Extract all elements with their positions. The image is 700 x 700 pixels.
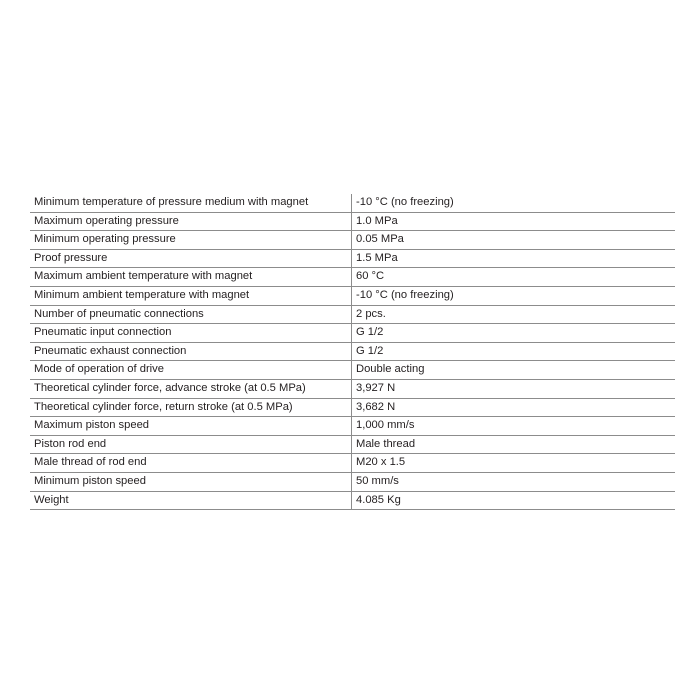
parameter-cell: Piston rod end bbox=[30, 435, 352, 454]
parameter-cell: Minimum piston speed bbox=[30, 472, 352, 491]
specification-table bbox=[30, 194, 675, 510]
table-row bbox=[30, 398, 675, 417]
value-cell: 1,000 mm/s bbox=[352, 417, 676, 436]
parameter-cell: Maximum piston speed bbox=[30, 417, 352, 436]
parameter-cell: Maximum ambient temperature with magnet bbox=[30, 268, 352, 287]
value-cell: 0.05 MPa bbox=[352, 231, 676, 250]
value-cell: M20 x 1.5 bbox=[352, 454, 676, 473]
table-row bbox=[30, 435, 675, 454]
parameter-cell: Maximum operating pressure bbox=[30, 212, 352, 231]
value-cell: 50 mm/s bbox=[352, 472, 676, 491]
parameter-cell: Minimum ambient temperature with magnet bbox=[30, 286, 352, 305]
parameter-cell: Theoretical cylinder force, advance stroke (at 0.5 MPa) bbox=[30, 379, 352, 398]
value-cell: 1.5 MPa bbox=[352, 249, 676, 268]
value-cell: 3,927 N bbox=[352, 379, 676, 398]
table-row bbox=[30, 491, 675, 510]
table-row bbox=[30, 342, 675, 361]
table-row bbox=[30, 194, 675, 212]
value-cell: 3,682 N bbox=[352, 398, 676, 417]
table-row bbox=[30, 286, 675, 305]
value-cell: Male thread bbox=[352, 435, 676, 454]
parameter-cell: Weight bbox=[30, 491, 352, 510]
table-row bbox=[30, 379, 675, 398]
parameter-cell: Pneumatic exhaust connection bbox=[30, 342, 352, 361]
parameter-cell: Proof pressure bbox=[30, 249, 352, 268]
table-row bbox=[30, 212, 675, 231]
value-cell: G 1/2 bbox=[352, 324, 676, 343]
specification-sheet bbox=[30, 194, 667, 510]
table-row bbox=[30, 324, 675, 343]
table-row bbox=[30, 417, 675, 436]
value-cell: 60 °C bbox=[352, 268, 676, 287]
value-cell: -10 °C (no freezing) bbox=[352, 286, 676, 305]
parameter-cell: Male thread of rod end bbox=[30, 454, 352, 473]
value-cell: 4.085 Kg bbox=[352, 491, 676, 510]
value-cell: -10 °C (no freezing) bbox=[352, 194, 676, 212]
specification-table-body bbox=[30, 194, 675, 510]
value-cell: Double acting bbox=[352, 361, 676, 380]
table-row bbox=[30, 454, 675, 473]
parameter-cell: Number of pneumatic connections bbox=[30, 305, 352, 324]
value-cell: 1.0 MPa bbox=[352, 212, 676, 231]
parameter-cell: Minimum operating pressure bbox=[30, 231, 352, 250]
table-row bbox=[30, 249, 675, 268]
table-row bbox=[30, 305, 675, 324]
parameter-cell: Pneumatic input connection bbox=[30, 324, 352, 343]
parameter-cell: Theoretical cylinder force, return stroke (at 0.5 MPa) bbox=[30, 398, 352, 417]
value-cell: 2 pcs. bbox=[352, 305, 676, 324]
table-row bbox=[30, 231, 675, 250]
parameter-cell: Mode of operation of drive bbox=[30, 361, 352, 380]
value-cell: G 1/2 bbox=[352, 342, 676, 361]
table-row bbox=[30, 268, 675, 287]
parameter-cell: Minimum temperature of pressure medium with magnet bbox=[30, 194, 352, 212]
table-row bbox=[30, 361, 675, 380]
table-row bbox=[30, 472, 675, 491]
